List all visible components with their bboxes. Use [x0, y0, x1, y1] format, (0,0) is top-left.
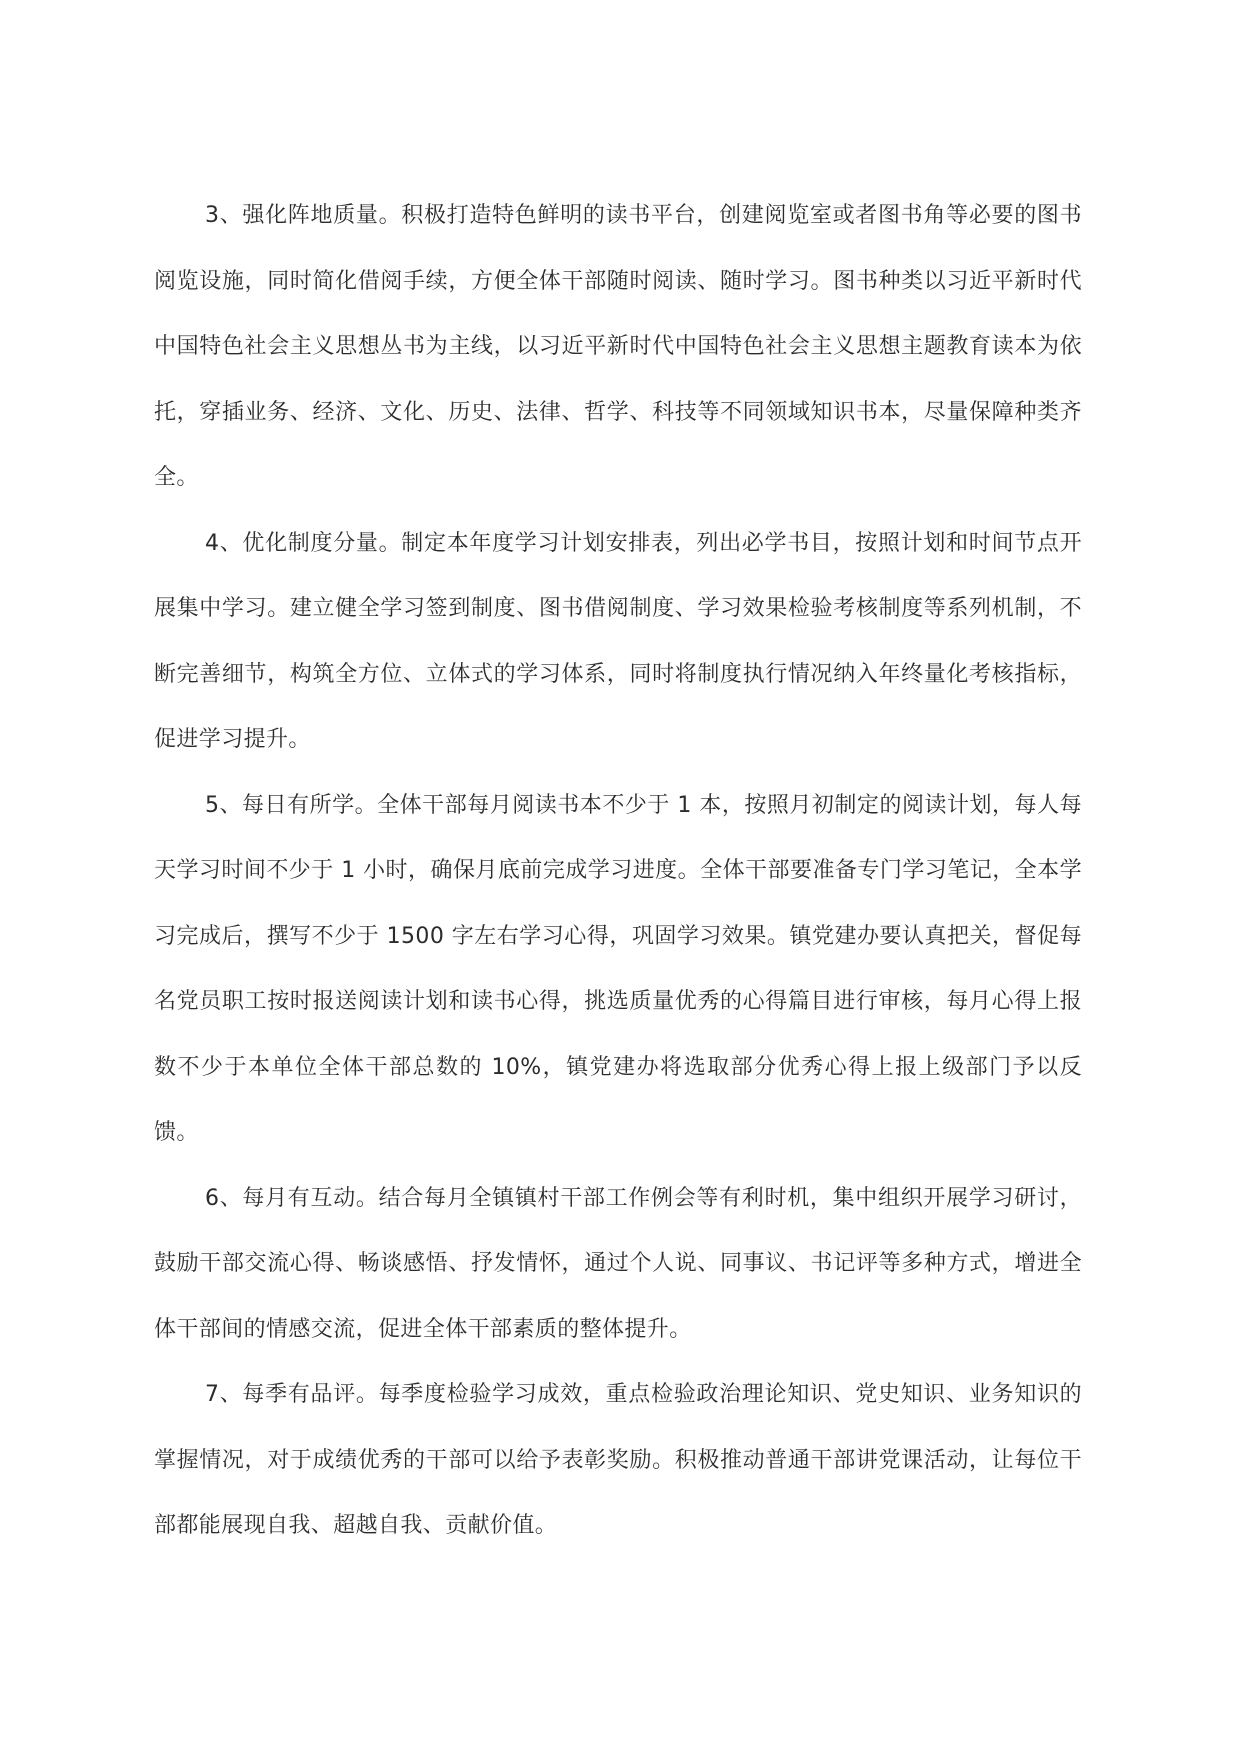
paragraph-item-4: 4、优化制度分量。制定本年度学习计划安排表，列出必学书目，按照计划和时间节点开展集中学习。建立健全学习签到制度、图书借阅制度、学习效果检验考核制度等系列机制，不断完善细节，构筑全方位、立体式的学习体系，同时将制度执行情况纳入年终量化考核指标，促进学习提升。 [154, 530, 1082, 752]
paragraph-item-7: 7、每季有品评。每季度检验学习成效，重点检验政治理论知识、党史知识、业务知识的掌握情况，对于成绩优秀的干部可以给予表彰奖励。积极推动普通干部讲党课活动，让每位干部都能展现自我、超越自我、贡献价值。 [154, 1382, 1082, 1538]
paragraph-item-5: 5、每日有所学。全体干部每月阅读书本不少于 1 本，按照月初制定的阅读计划，每人每天学习时间不少于 1 小时，确保月底前完成学习进度。全体干部要准备专门学习笔记，全本学习完成后，撰写不少于 1500 字左右学习心得，巩固学习效果。镇党建办要认真把关，督促每名党员职工按时报送阅读计划和读书心得，挑选质量优秀的心得篇目进行审核，每月心得上报数不少于本单位全体干部总数的 10%，镇党建办将选取部分优秀心得上报上级部门予以反馈。 [154, 792, 1082, 1145]
document-body [154, 183, 1082, 1559]
paragraph-item-6: 6、每月有互动。结合每月全镇镇村干部工作例会等有利时机，集中组织开展学习研讨，鼓励干部交流心得、畅谈感悟、抒发情怀，通过个人说、同事议、书记评等多种方式，增进全体干部间的情感交流，促进全体干部素质的整体提升。 [154, 1185, 1082, 1342]
paragraph-item-3: 3、强化阵地质量。积极打造特色鲜明的读书平台，创建阅览室或者图书角等必要的图书阅览设施，同时简化借阅手续，方便全体干部随时阅读、随时学习。图书种类以习近平新时代中国特色社会主义思想丛书为主线，以习近平新时代中国特色社会主义思想主题教育读本为依托，穿插业务、经济、文化、历史、法律、哲学、科技等不同领域知识书本，尽量保障种类齐全。 [154, 203, 1082, 490]
